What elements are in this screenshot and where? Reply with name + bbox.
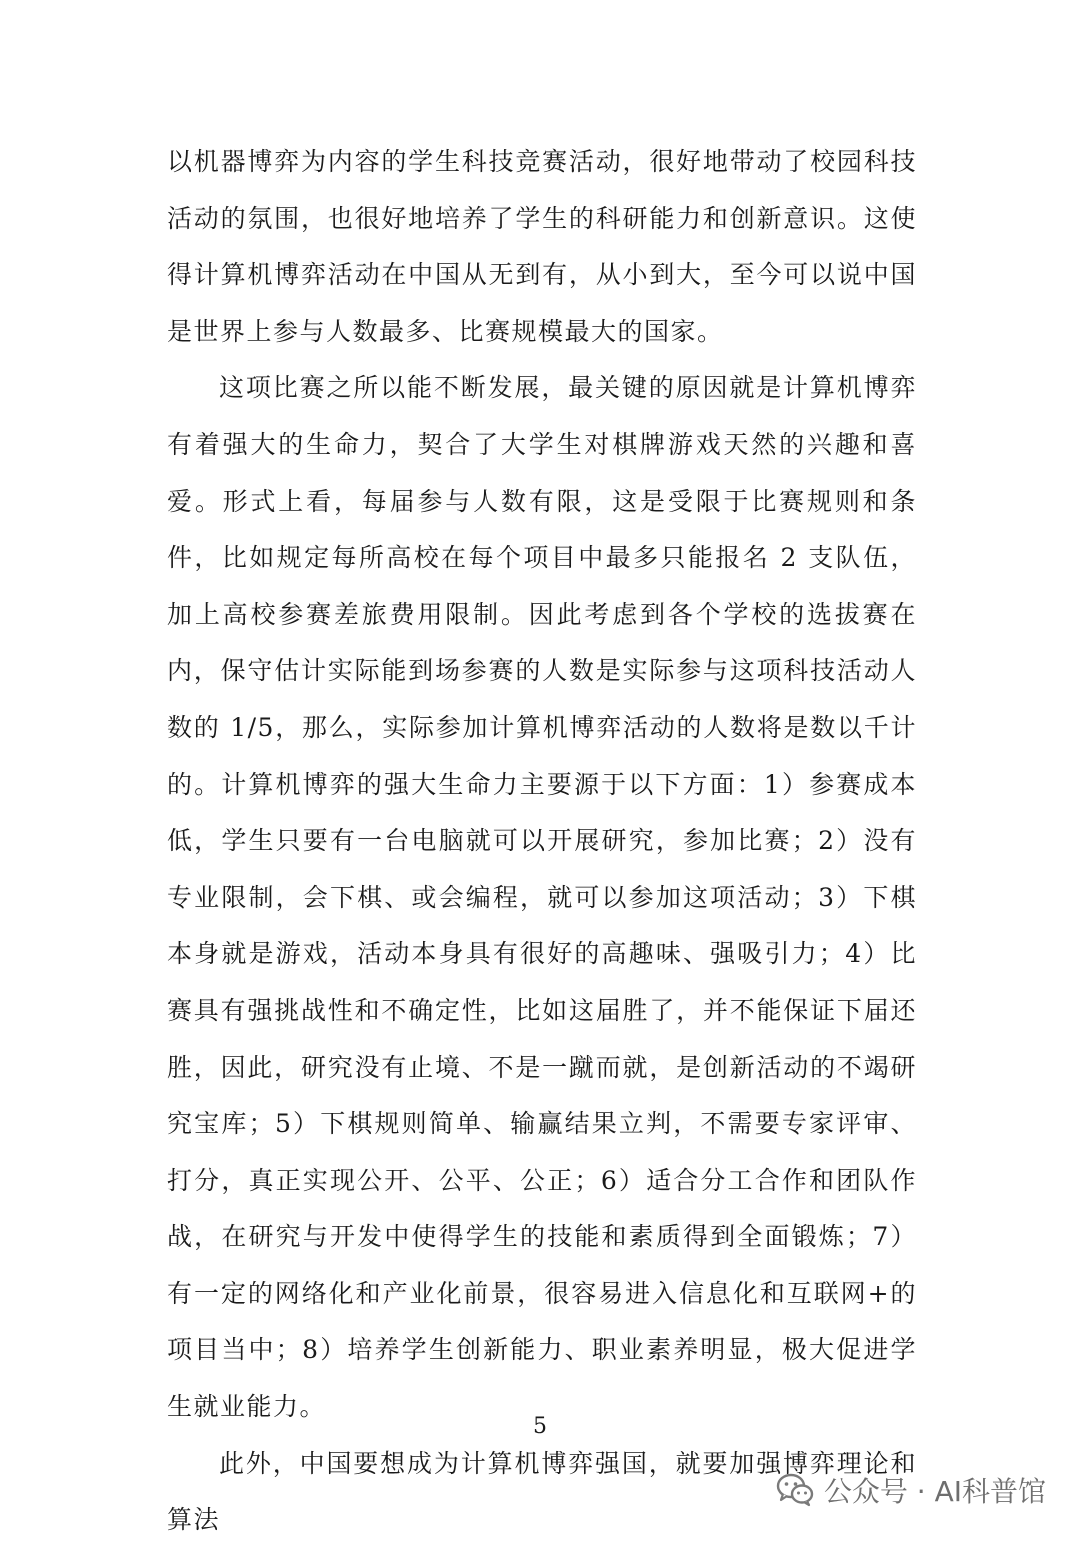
paragraph-2: 这项比赛之所以能不断发展，最关键的原因就是计算机博弈有着强大的生命力，契合了大学生对棋牌游戏天然的兴趣和喜爱。形式上看，每届参与人数有限，这是受限于比赛规则和条件，比如规定每所高校在每个项目中最多只能报名 2 支队伍，加上高校参赛差旅费用限制。因此考虑到各个学校的选拔赛在内，保守估计实际能到场参赛的人数是实际参与这项科技活动人数的 1/5，那么，实际参加计算机博弈活动的人数将是数以千计的。计算机博弈的强大生命力主要源于以下方面：1）参赛成本低，学生只要有一台电脑就可以开展研究，参加比赛；2）没有专业限制，会下棋、或会编程，就可以参加这项活动；3）下棋本身就是游戏，活动本身具有很好的高趣味、强吸引力；4）比赛具有强挑战性和不确定性，比如这届胜了，并不能保证下届还胜，因此，研究没有止境、不是一蹴而就，是创新活动的不竭研究宝库；5）下棋规则简单、输赢结果立判，不需要专家评审、打分，真正实现公开、公平、公正；6）适合分工合作和团队作战，在研究与开发中使得学生的技能和素质得到全面锻炼；7）有一定的网络化和产业化前景，很容易进入信息化和互联网+的项目当中；8）培养学生创新能力、职业素养明显，极大促进学生就业能力。	[167, 373, 917, 1422]
watermark-text: 公众号 · AI科普馆	[823, 1475, 1046, 1508]
wechat-icon	[776, 1473, 814, 1507]
watermark	[776, 1470, 1046, 1510]
page-number: 5	[533, 1414, 547, 1439]
paragraph-3: 此外，中国要想成为计算机博弈强国，就要加强博弈理论和算法	[167, 1448, 917, 1535]
body-text	[167, 134, 917, 1549]
paragraph-1: 以机器博弈为内容的学生科技竞赛活动，很好地带动了校园科技活动的氛围，也很好地培养了学生的科研能力和创新意识。这使得计算机博弈活动在中国从无到有，从小到大，至今可以说中国是世界上参与人数最多、比赛规模最大的国家。	[167, 147, 917, 346]
